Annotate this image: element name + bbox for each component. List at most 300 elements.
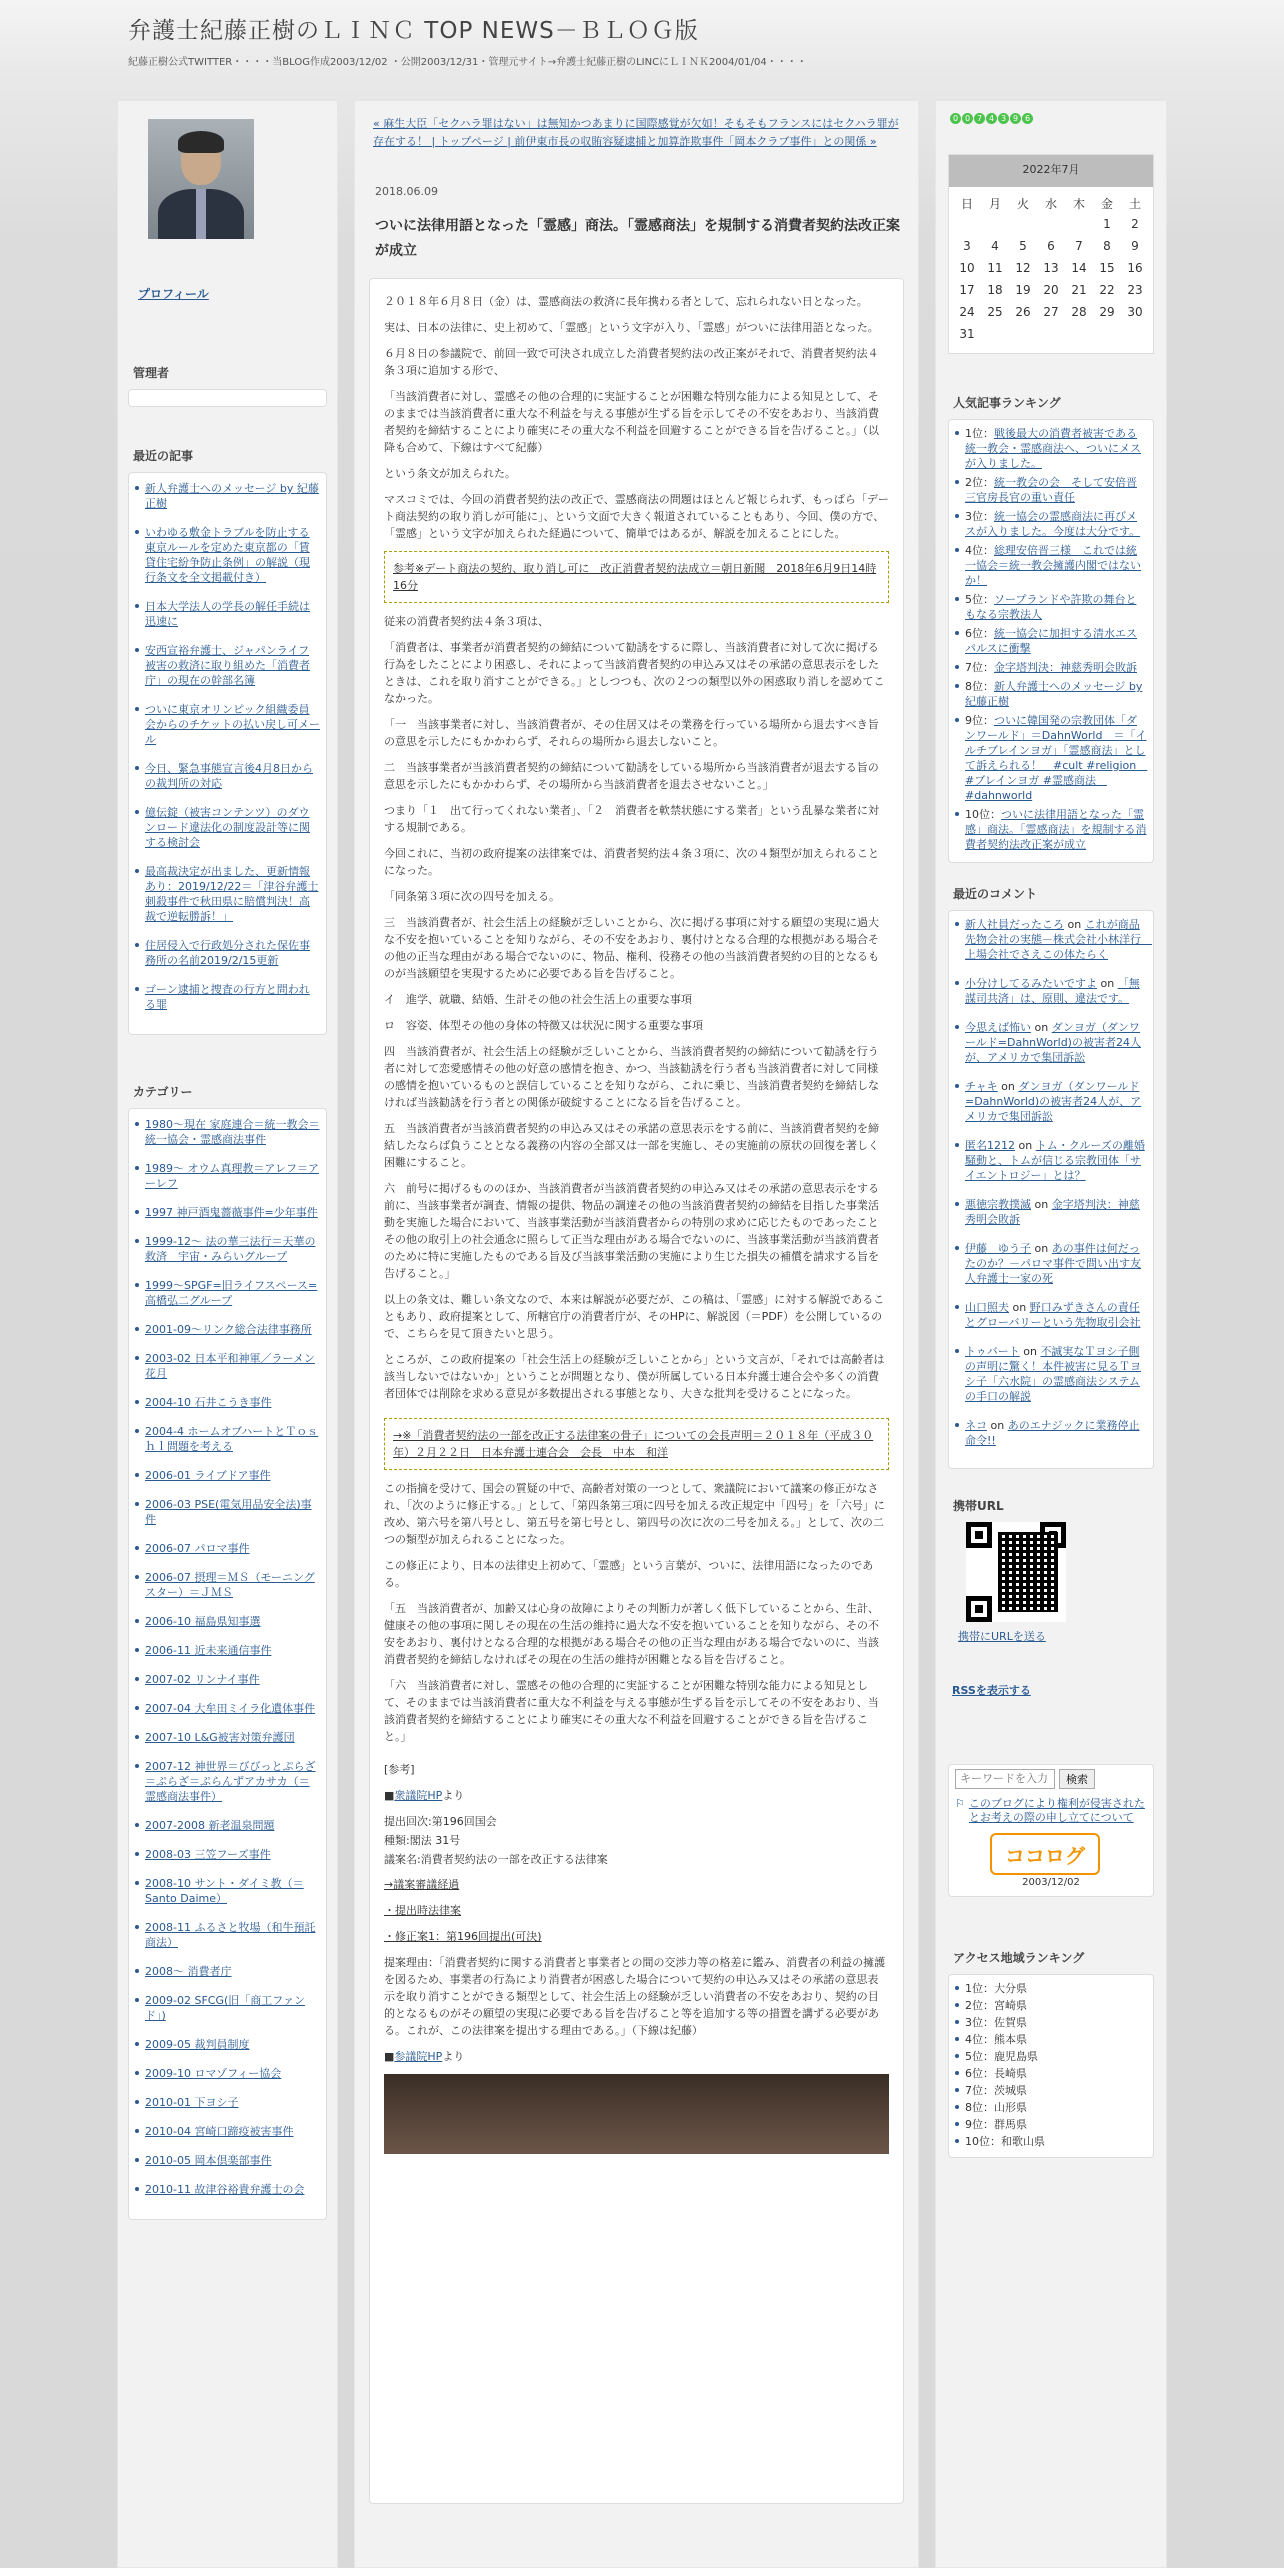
access-region-item: 6位：長崎県 — [955, 2066, 1147, 2081]
recent-post-item[interactable] — [135, 481, 320, 511]
recent-post-link[interactable]: ゴーン逮捕と捜査の行方と問われる罪 — [145, 983, 310, 1011]
search-input[interactable] — [955, 1769, 1055, 1789]
comment-on: on — [997, 1080, 1019, 1093]
comment-item — [955, 1079, 1147, 1124]
category-item[interactable] — [135, 2153, 320, 2168]
post-paragraph: 三 当該消費者が、社会生活上の経験が乏しいことから、次に掲げる事項に対する願望の実現に過大な不安を抱いていることを知りながら、その不安をあおり、裏付けとなる合理的な根拠がある場合その他の正当な理由がある場合でないのに、物品、権利、役務その他の当該消費者契約の目的となるものが当該願望を実現するために必要である旨を告げること。 — [384, 916, 879, 980]
post-paragraph: 「当該消費者に対し、霊感その他の合理的に実証することが困難な特別な能力による知見として、そのままでは当該消費者に重大な不利益を与える事態が生ずる旨を示してその不安をあおり、当該消費者契約を締結することにより確実にその重大な不利益を回避することができる旨を告げること。」（以降も合めて、下線はすべて紀藤） — [384, 390, 879, 454]
category-link[interactable]: 1999-12～ 法の華三法行＝天華の救済 宇宙・みらいグループ — [145, 1235, 316, 1263]
comment-post-link[interactable]: ダンヨガ（ダンワールド=DahnWorld)の被害者24人が、アメリカで集団訴訟 — [965, 1080, 1142, 1123]
comment-on: on — [987, 1419, 1008, 1432]
category-link[interactable]: 2004-4 ホームオブハートとＴｏｓｈｌ問題を考える — [145, 1425, 319, 1453]
comment-item — [955, 1418, 1147, 1448]
recent-post-item[interactable] — [135, 761, 320, 791]
asahi-link[interactable]: 参考※デート商法の契約、取り消し可に 改正消費者契約法成立＝朝日新聞 2018年6月9日14時16分 — [393, 562, 877, 592]
comment-item — [955, 976, 1147, 1006]
recent-post-item[interactable] — [135, 599, 320, 629]
blog-header — [128, 12, 1168, 68]
calendar-day: 10 — [959, 261, 975, 275]
post-title: ついに法律用語となった「霊感」商法。「霊感商法」を規制する消費者契約法改正案が成立 — [375, 218, 900, 259]
calendar-day — [1065, 217, 1093, 233]
reference-line: 種類:閣法 31号 — [384, 1834, 461, 1847]
category-link[interactable]: 2006-07 摂理＝ＭＳ（モーニングスター）＝ＪＭＳ — [145, 1571, 315, 1599]
popular-rank: 5位： — [965, 593, 994, 606]
category-link[interactable]: 2008-11 ふるさと牧場（和牛預託商法） — [145, 1921, 316, 1949]
category-item[interactable] — [135, 2066, 320, 2081]
comment-post-link[interactable]: 「無謀司共済」は、原則、違法です。 — [965, 977, 1140, 1005]
recent-posts-list — [129, 473, 326, 1034]
popular-rank: 3位： — [965, 510, 994, 523]
post-paragraph: 六 前号に掲げるもののほか、当該消費者が当該消費者契約の申込み又はその承諾の意思表示をする前に、当該事業者が調査、情報の提供、物品の調達その他の当該消費者契約の締結を目指した事業活動を実施した場合において、当該事業活動が当該消費者からの特別の求めに応じたものであったことその他の取引上の社会通念に照らして正当な理由がある場合でないのに、当該事業活動が当該消費者のために特に実施したものである旨及び当該事業活動の実施により生じた損失の補償を請求する旨を告げること。」 — [384, 1182, 879, 1280]
sangiin-link[interactable]: 参議院HP — [394, 2050, 443, 2063]
reference-link[interactable]: ・修正案1：第196回提出(可決) — [384, 1930, 542, 1943]
calendar-weekday: 水 — [1044, 197, 1057, 211]
category-item[interactable] — [135, 1847, 320, 1862]
calendar-day: 24 — [959, 305, 975, 319]
popular-rank: 2位： — [965, 476, 994, 489]
category-link[interactable]: 2006-01 ライブドア事件 — [145, 1469, 271, 1482]
popular-item — [955, 660, 1147, 675]
calendar-day — [981, 327, 1009, 343]
popular-rank: 6位： — [965, 627, 994, 640]
post-navigation[interactable]: « 麻生大臣「セクハラ罪はない」は無知かつあまりに国際感覚が欠如！そもそもフランスにはセクハラ罪が存在する！ | トップページ | 前伊東市長の収賄容疑逮捕と加算詐欺事件「岡本クラブ事件」との関係 » — [373, 117, 899, 148]
comments-heading: 最近のコメント — [953, 887, 1038, 901]
category-item[interactable] — [135, 1672, 320, 1687]
comment-author[interactable]: 山口照夫 — [965, 1301, 1009, 1314]
access-region-item: 5位：鹿児島県 — [955, 2049, 1147, 2064]
comment-on: on — [1015, 1139, 1036, 1152]
embedded-photo — [384, 2074, 889, 2154]
comment-author[interactable]: 匿名1212 — [965, 1139, 1015, 1152]
post-paragraph: 「一 当該事業者に対し、当該消費者が、その住居又はその業務を行っている場所から退去すべき旨の意思を示したにもかかわらず、それらの場所から退去しないこと。 — [384, 718, 879, 748]
send-url-link[interactable]: 携帯にURLを送る — [958, 1630, 1046, 1643]
category-link[interactable]: 2009-10 ロマゾフィー協会 — [145, 2067, 282, 2080]
category-item[interactable] — [135, 1424, 320, 1454]
category-link[interactable]: 2006-03 PSE(電気用品安全法)事件 — [145, 1498, 312, 1526]
counter-digit: 0 — [962, 113, 973, 124]
popular-rank: 10位： — [965, 808, 1001, 821]
category-link[interactable]: 2007-12 神世界＝びびっとぷらざ＝ぷらざ＝ぷらんずアカサカ（＝霊感商法事件） — [145, 1760, 316, 1803]
category-item[interactable] — [135, 1322, 320, 1337]
counter-digit: 7 — [974, 113, 985, 124]
calendar-day: 4 — [991, 239, 999, 253]
category-item[interactable] — [135, 1570, 320, 1600]
calendar-day: 8 — [1103, 239, 1111, 253]
comment-author[interactable]: 伊藤 ゆう子 — [965, 1242, 1031, 1255]
calendar-day: 27 — [1043, 305, 1059, 319]
category-link[interactable]: 2003-02 日本平和神軍／ラーメン花月 — [145, 1352, 315, 1380]
popular-rank: 1位： — [965, 427, 994, 440]
category-link[interactable]: 2010-11 故津谷裕貴弁護士の会 — [145, 2183, 305, 2196]
profile-link[interactable]: プロフィール — [138, 287, 209, 301]
category-link[interactable]: 2010-05 岡本倶楽部事件 — [145, 2154, 272, 2167]
comment-author[interactable]: トゥバート — [965, 1345, 1020, 1358]
post-paragraph: イ 進学、就職、結婚、生計その他の社会生活上の重要な事項 — [384, 993, 692, 1006]
calendar-day: 31 — [959, 327, 975, 341]
category-item[interactable] — [135, 2182, 320, 2197]
access-counter — [950, 113, 1154, 124]
reference-link[interactable]: ・提出時法律案 — [384, 1904, 461, 1917]
category-link[interactable]: 1980～現在 家庭連合＝統一教会＝統一協会・霊感商法事件 — [145, 1118, 320, 1146]
calendar-day: 20 — [1043, 283, 1059, 297]
post-paragraph: 四 当該消費者が、社会生活上の経験が乏しいことから、当該消費者契約の締結について勧誘を行う者に対して恋愛感情その他の好意の感情を抱き、かつ、当該勧誘を行う者も当該消費者に対して同様の感情を抱いているものと誤信していることを知りながら、これに乗じ、当該消費者契約を締結しなければ当該勧誘を行う者との関係が破綻することになる旨を告げること。 — [384, 1045, 879, 1109]
post-paragraph: ６月８日の参議院で、前回一致で可決され成立した消費者契約法の改正案がそれで、消費者契約法４条３項に追加する形で、 — [384, 347, 879, 377]
calendar-grid — [949, 187, 1153, 353]
recent-post-item[interactable] — [135, 864, 320, 924]
post-paragraph: 従来の消費者契約法４条３項は、 — [384, 615, 549, 628]
calendar-day: 15 — [1099, 261, 1115, 275]
comment-author[interactable]: 今思えば怖い — [965, 1021, 1031, 1034]
popular-item — [955, 509, 1147, 539]
post-paragraph: 「同条第３項に次の四号を加える。 — [384, 890, 560, 903]
comment-item — [955, 1197, 1147, 1227]
access-region-item: 2位：宮崎県 — [955, 1998, 1147, 2013]
recent-post-link[interactable]: 今日、緊急事態宣言後4月8日からの裁判所の対応 — [145, 762, 313, 790]
category-item[interactable] — [135, 1161, 320, 1191]
calendar-weekday: 月 — [988, 197, 1001, 211]
post-paragraph: 「消費者は、事業者が消費者契約の締結について勧誘をするに際し、当該消費者に対して次に掲げる行為をしたことにより困惑し、それによって当該消費者契約の申込み又はその承諾の意思表示をしたときは、これを取り消すことができる。」としつつも、次の２つの類型以外の困惑取り消しを認めてこなかった。 — [384, 641, 885, 705]
category-item[interactable] — [135, 1643, 320, 1658]
category-link[interactable]: 2004-10 石井こうき事件 — [145, 1396, 272, 1409]
calendar-day: 12 — [1015, 261, 1031, 275]
counter-digit: 3 — [998, 113, 1009, 124]
calendar-weekday: 土 — [1128, 197, 1141, 211]
category-link[interactable]: 2008～ 消費者庁 — [145, 1965, 232, 1978]
calendar-day: 14 — [1071, 261, 1087, 275]
calendar-day: 30 — [1127, 305, 1143, 319]
calendar-weekday: 木 — [1072, 197, 1085, 211]
comment-item — [955, 917, 1152, 962]
comment-item — [955, 1138, 1147, 1183]
access-region-item: 4位：熊本県 — [955, 2032, 1147, 2047]
access-region-item: 9位：群馬県 — [955, 2117, 1147, 2132]
search-button[interactable]: 検索 — [1059, 1769, 1095, 1789]
sangiin-line: ■参議院HPより — [384, 2050, 465, 2063]
popular-item — [955, 679, 1147, 709]
popular-list — [949, 420, 1153, 862]
calendar-day: 17 — [959, 283, 975, 297]
category-item[interactable] — [135, 1818, 320, 1833]
comment-author[interactable]: 新人社員だったころ — [965, 918, 1064, 931]
comment-post-link[interactable]: 不誠実なＴヨシ子側の声明に驚く！本件被害に見るＴヨシ子「六水院」の霊感商法システムの手口の解説 — [965, 1345, 1141, 1403]
popular-link[interactable]: ついに韓国発の宗教団体「ダンワールド」＝DahnWorld ＝「イルチブレインヨガ」「霊感商法」として訴えられる！ #cult #religion #ブレインヨガ #霊感商法 #dahnworld — [965, 714, 1148, 802]
popular-item — [955, 592, 1147, 622]
calendar-day: 13 — [1043, 261, 1059, 275]
calendar-weekday: 金 — [1100, 197, 1113, 211]
counter-digit: 6 — [1022, 113, 1033, 124]
post-paragraph: この指摘を受けて、国会の質疑の中で、高齢者対策の一つとして、衆議院において議案の修正がなされ、「次のように修正する。」として、「第四条第三項に四号を加える改正規定中「四号」を「六号」に改め、第六号を第八号とし、第五号を第七号とし、第四号の次に次の二号を加える。」として、次の二つの類型が加えられることになった。 — [384, 1482, 885, 1546]
profile-photo — [148, 119, 254, 239]
recent-post-item[interactable] — [135, 525, 320, 585]
popular-link[interactable]: 新人弁護士へのメッセージ by 紀藤正樹 — [965, 680, 1143, 708]
counter-digit: 0 — [950, 113, 961, 124]
category-link[interactable]: 2006-10 福島県知事選 — [145, 1615, 261, 1628]
category-link[interactable]: 2008-03 三笠フーズ事件 — [145, 1848, 271, 1861]
access-heading: アクセス地域ランキング — [953, 1951, 1085, 1965]
reference-heading: [参考] — [384, 1763, 415, 1776]
category-link[interactable]: 2007-10 L&G被害対策弁護団 — [145, 1731, 295, 1744]
reference-links — [384, 1876, 889, 1945]
post-paragraph: 以上の条文は、難しい条文なので、本来は解説が必要だが、この稿は、「霊感」に対する解説であることもあり、政府提案として、所轄官庁の消費者庁が、そのHPに、解説図（＝PDF）を公開しているので、こちらを見て頂きたいと思う。 — [384, 1293, 885, 1340]
category-list — [129, 1109, 326, 2219]
category-link[interactable]: 2010-01 下ヨシ子 — [145, 2096, 239, 2109]
category-item[interactable] — [135, 1541, 320, 1556]
admin-heading: 管理者 — [133, 366, 170, 380]
post-paragraph: 二 当該事業者が当該消費者契約の締結について勧誘をしている場所から当該消費者が退去する旨の意思を示したにもかかわらず、その場所から当該消費者を退去させないこと。」 — [384, 761, 879, 791]
blog-description: 紀藤正樹公式TWITTER・・・・当BLOG作成2003/12/02 ・公開2003/12/31・管理元サイト→弁護士紀藤正樹のLINCにＬＩＮＫ2004/01/04・・・・ — [128, 57, 807, 68]
post-paragraphs-2 — [384, 613, 889, 1402]
blog-title[interactable]: 弁護士紀藤正樹のＬＩＮＣ TOP NEWS－ＢＬＯＧ版 — [128, 18, 699, 44]
calendar-weekday: 日 — [960, 197, 973, 211]
comment-post-link[interactable]: 金字塔判決：神慈秀明会敗訴 — [965, 1198, 1140, 1226]
comment-author[interactable]: 小分けしてるみたいですよ — [965, 977, 1097, 990]
calendar-day: 26 — [1015, 305, 1031, 319]
recent-post-link[interactable]: 日本大学法人の学長の解任手続は迅速に — [145, 600, 310, 628]
post-body — [369, 278, 904, 2504]
category-link[interactable]: 2006-07 パロマ事件 — [145, 1542, 250, 1555]
comment-author[interactable]: ネコ — [965, 1419, 987, 1432]
qr-code — [966, 1522, 1066, 1622]
recent-post-item[interactable] — [135, 982, 320, 1012]
popular-box — [948, 419, 1154, 863]
category-link[interactable]: 1997 神戸酒鬼薔薇事件=少年事件 — [145, 1206, 318, 1219]
recent-post-item[interactable] — [135, 938, 320, 968]
reference-link[interactable]: →議案審議経過 — [384, 1878, 460, 1891]
recent-post-link[interactable]: 最高裁決定が出ました、更新情報あり：2019/12/22＝「津谷弁護士刺殺事件で秋田県に賠償判決！高裁で逆転勝訴！」 — [145, 865, 319, 923]
reference-quote-1 — [384, 551, 889, 603]
category-link[interactable]: 2007-2008 新老温泉問題 — [145, 1819, 275, 1832]
access-region-item: 7位：茨城県 — [955, 2083, 1147, 2098]
calendar-day — [1009, 217, 1037, 233]
access-region-item: 1位：大分県 — [955, 1981, 1147, 1996]
recent-post-link[interactable]: 新人弁護士へのメッセージ by 紀藤正樹 — [145, 482, 319, 510]
access-region-item: 3位：佐賀県 — [955, 2015, 1147, 2030]
popular-link[interactable]: 金字塔判決：神慈秀明会敗訴 — [994, 661, 1137, 674]
comment-item — [955, 1241, 1147, 1286]
right-sidebar — [935, 100, 1167, 2568]
post-paragraph: という条文が加えられた。 — [384, 467, 516, 480]
recent-post-link[interactable]: 住居侵入で行政処分された保佐事務所の名前2019/2/15更新 — [145, 939, 310, 967]
recent-post-link[interactable]: 億伝錠（被害コンテンツ）のダウンロード違法化の制度設計等に関する検討会 — [145, 806, 310, 849]
category-item[interactable] — [135, 1614, 320, 1629]
access-region-item: 10位：和歌山県 — [955, 2134, 1147, 2149]
comment-post-link[interactable]: 野口みずきさんの責任とグローバリーという先物取引会社 — [965, 1301, 1141, 1329]
popular-link[interactable]: 統一協会に加担する清水エスパルスに衝撃 — [965, 627, 1137, 655]
category-link[interactable]: 2007-04 大牟田ミイラ化遺体事件 — [145, 1702, 316, 1715]
comment-on: on — [1097, 977, 1118, 990]
category-item[interactable] — [135, 1730, 320, 1745]
calendar-day: 29 — [1099, 305, 1115, 319]
reference-lines — [384, 1813, 889, 1868]
rights-claim-link[interactable]: このブログにより権利が侵害されたとお考えの際の申し立てについて — [968, 1797, 1145, 1824]
category-item[interactable] — [135, 1278, 320, 1308]
shugiin-suffix: より — [442, 1789, 465, 1802]
comment-on: on — [1031, 1198, 1052, 1211]
calendar-day: 23 — [1127, 283, 1143, 297]
post-paragraph: つまり「１ 出て行ってくれない業者」、「２ 消費者を軟禁状態にする業者」という乱暴な業者に対する規制である。 — [384, 804, 879, 834]
category-item[interactable] — [135, 1964, 320, 1979]
post-paragraphs-3 — [384, 1480, 889, 1745]
category-link[interactable]: 2001-09～リンク総合法律事務所 — [145, 1323, 312, 1336]
shugiin-line: ■衆議院HPより — [384, 1789, 465, 1802]
post-paragraphs-1 — [384, 293, 889, 542]
popular-link[interactable]: 総理安倍晋三様 これでは統一協会＝統一教会擁護内閣ではないか！ — [965, 544, 1141, 587]
access-list — [949, 1975, 1153, 2157]
category-item[interactable] — [135, 1395, 320, 1410]
category-link[interactable]: 2009-05 裁判員制度 — [145, 2038, 250, 2051]
access-region-item: 8位：山形県 — [955, 2100, 1147, 2115]
popular-item — [955, 426, 1147, 471]
calendar-day — [1121, 327, 1149, 343]
post-paragraph: 「六 当該消費者に対し、霊感その他の合理的に実証することが困難な特別な能力による知見として、そのままでは当該消費者に重大な不利益を与える事態が生ずる旨を示してその不安をあおり、当該消費者契約を締結することにより確実にその重大な不利益を回避することができる旨を告げること。」 — [384, 1679, 879, 1743]
category-item[interactable] — [135, 1701, 320, 1716]
calendar-day: 5 — [1019, 239, 1027, 253]
calendar-day: 9 — [1131, 239, 1139, 253]
category-item[interactable] — [135, 1993, 320, 2023]
calendar-day: 21 — [1071, 283, 1087, 297]
reference-line: 提出回次:第196回国会 — [384, 1815, 497, 1828]
popular-heading: 人気記事ランキング — [953, 396, 1061, 410]
category-link[interactable]: 2009-02 SFCG(旧「商工ファンド」) — [145, 1994, 306, 2022]
cocolog-date: 2003/12/02 — [1022, 1877, 1080, 1888]
calendar-day: 3 — [963, 239, 971, 253]
category-item[interactable] — [135, 2124, 320, 2139]
post-paragraph: 五 当該消費者が当該消費者契約の申込み又はその承諾の意思表示をする前に、当該消費者契約を締結したならば負うこととなる義務の内容の全部又は一部を実施し、その実施前の原状の回復を著しく困難にすること。 — [384, 1122, 879, 1169]
access-box — [948, 1974, 1154, 2158]
category-item[interactable] — [135, 1497, 320, 1527]
calendar-day: 19 — [1015, 283, 1031, 297]
post-paragraph: 「五 当該消費者が、加齢又は心身の故障によりその判断力が著しく低下していることから、生計、健康その他の事項に関しその現在の生活の維持に過大な不安を抱いていることを知りながら、その不安をあおり、裏付けとなる合理的な根拠がある場合その他の正当な理由がある場合でないのに、当該消費者契約を締結しなければその現在の生活の維持が困難となる旨を告げること。 — [384, 1602, 879, 1666]
comment-author[interactable]: 悪徳宗教撲滅 — [965, 1198, 1031, 1211]
calendar-day: 18 — [987, 283, 1003, 297]
comment-on: on — [1009, 1301, 1030, 1314]
popular-link[interactable]: ソープランドや許欺の舞台ともなる宗教法人 — [965, 593, 1137, 621]
recent-post-item[interactable] — [135, 702, 320, 747]
popular-link[interactable]: 統一協会の霊感商法に再びメスが入りました。今度は大分です。 — [965, 510, 1141, 538]
comment-post-link[interactable]: あの事件は何だったのか？－パロマ事件で問い出す友人弁護士一家の死 — [965, 1242, 1141, 1285]
recent-post-link[interactable]: ついに東京オリンピック組織委員会からのチケットの払い戻し可メール — [145, 703, 321, 746]
recent-post-link[interactable]: 安西宣裕弁護士、ジャパンライフ被害の救済に取り組めた「消費者庁」の現在の幹部名簿 — [145, 644, 310, 687]
category-link[interactable]: 2010-04 宮崎口蹄疫被害事件 — [145, 2125, 294, 2138]
nichibenren-link[interactable]: →※「消費者契約法の一部を改正する法律案の骨子」についての会長声明＝２０１８年（平成３０年）２月２２日 日本弁護士連合会 会長 中本 和洋 — [393, 1429, 874, 1459]
popular-link[interactable]: ついに法律用語となった「霊感」商法。「霊感商法」を規制する消費者契約法改正案が成立 — [965, 808, 1147, 851]
calendar-day: 6 — [1047, 239, 1055, 253]
popular-item — [955, 626, 1147, 656]
category-link[interactable]: 1989～ オウム真理教＝アレフ＝アーレフ — [145, 1162, 319, 1190]
category-item[interactable] — [135, 1205, 320, 1220]
calendar-weekday: 火 — [1016, 197, 1029, 211]
category-box — [128, 1108, 327, 2220]
calendar-day — [1037, 327, 1065, 343]
calendar-day — [1065, 327, 1093, 343]
category-item[interactable] — [135, 1759, 320, 1804]
category-item[interactable] — [135, 1920, 320, 1950]
category-link[interactable]: 1999～SPGF=旧ライフスペース=高橋弘二グループ — [145, 1279, 318, 1307]
post-paragraph: ロ 容姿、体型その他の身体の特徴又は状況に関する重要な事項 — [384, 1019, 703, 1032]
popular-item — [955, 807, 1147, 852]
calendar-day: 2 — [1131, 217, 1139, 231]
rss-link[interactable]: RSSを表示する — [952, 1684, 1031, 1697]
popular-item — [955, 543, 1147, 588]
recent-posts-box — [128, 472, 327, 1035]
comment-post-link[interactable]: これが商品先物会社の実態－株式会社小林洋行 上場会社でさえこの体たらく — [965, 918, 1152, 961]
comment-on: on — [1064, 918, 1085, 931]
popular-rank: 9位： — [965, 714, 994, 727]
comment-author[interactable]: チャキ — [965, 1080, 998, 1093]
calendar-day — [953, 217, 981, 233]
shugiin-link[interactable]: 衆議院HP — [394, 1789, 443, 1802]
calendar-caption: 2022年7月 — [949, 155, 1153, 187]
comment-item — [955, 1344, 1147, 1404]
category-link[interactable]: 2006-11 近未来通信事件 — [145, 1644, 272, 1657]
search-box — [948, 1764, 1154, 1897]
category-heading: カテゴリー — [133, 1085, 193, 1099]
popular-link[interactable]: 統一教会の会 そして安倍晋三官房長官の重い責任 — [965, 476, 1137, 504]
calendar-day — [1093, 327, 1121, 343]
calendar-day: 11 — [987, 261, 1003, 275]
flag-icon: ⚐ — [955, 1797, 965, 1810]
calendar-day: 28 — [1071, 305, 1087, 319]
post-paragraph: 実は、日本の法律に、史上初めて、「霊感」という文字が入り、「霊感」がついに法律用語となった。 — [384, 321, 879, 334]
recent-post-link[interactable]: いわゆる敷金トラブルを防止する東京ルールを定めた東京都の「賃貸住宅紛争防止条例」の解説（現行条文を全文掲載付き） — [145, 526, 310, 584]
comment-post-link[interactable]: ダンヨガ（ダンワールド=DahnWorld)の被害者24人が、アメリカで集団訴訟 — [965, 1021, 1141, 1064]
category-item[interactable] — [135, 1468, 320, 1483]
recent-post-item[interactable] — [135, 643, 320, 688]
counter-digit: 9 — [1010, 113, 1021, 124]
comment-on: on — [1031, 1021, 1052, 1034]
left-sidebar — [117, 100, 338, 2568]
proposal-reason: 提案理由：「消費者契約に関する消費者と事業者との間の交渉力等の格差に鑑み、消費者の利益の擁護を図るため、事業者の行為により消費者が困惑した場合について契約の申込み又はその承諾の意思表示を取り消すことができる類型として、社会生活上の経験が乏しい消費者の不安をあおり、契約の目的となるものがその願望の実現に必要である旨を告げること等を追加する等の措置を講ずる必要がある。これが、この法律案を提出する理由である。」（下線は紀藤） — [384, 1956, 886, 2037]
calendar-day: 7 — [1075, 239, 1083, 253]
comment-post-link[interactable]: トム・クルーズの離婚騒動と、トムが信じる宗教団体「サイエントロジー」とは？ — [965, 1139, 1145, 1182]
comment-item — [955, 1300, 1147, 1330]
calendar-day — [1009, 327, 1037, 343]
post-paragraph: マスコミでは、今回の消費者契約法の改正で、霊感商法の問題はほとんど報じられず、もっぱら「デート商法契約の取り消しが可能に」、という文面で大きく報道されていることもあり、今回、僕の方で、「霊感」という文字が加えられた経過について、簡単ではあるが、解説を加えることにした。 — [384, 493, 889, 540]
comment-on: on — [1019, 1345, 1041, 1358]
cocolog-logo[interactable]: ココログ — [990, 1833, 1100, 1875]
post-paragraph: この修正により、日本の法律史上初めて、「霊感」という言葉が、ついに、法律用語になったのである。 — [384, 1559, 874, 1589]
comment-on: on — [1031, 1242, 1052, 1255]
category-link[interactable]: 2007-02 リンナイ事件 — [145, 1673, 260, 1686]
category-item[interactable] — [135, 1351, 320, 1381]
main-content — [354, 100, 919, 2568]
category-item[interactable] — [135, 1876, 320, 1906]
popular-rank: 4位： — [965, 544, 994, 557]
post-date: 2018.06.09 — [375, 185, 438, 198]
reference-line: 議案名:消費者契約法の一部を改正する法律案 — [384, 1853, 608, 1866]
calendar-day: 22 — [1099, 283, 1115, 297]
comments-box — [948, 910, 1154, 1469]
category-link[interactable]: 2008-10 サント・ダイミ教（＝Santo Daime） — [145, 1877, 304, 1905]
calendar-day — [1037, 217, 1065, 233]
calendar-day: 1 — [1103, 217, 1111, 231]
comment-post-link[interactable]: あのエナジックに業務停止命令!! — [965, 1419, 1140, 1447]
calendar-day: 16 — [1127, 261, 1143, 275]
post-paragraph: ところが、この政府提案の「社会生活上の経験が乏しいことから」という文言が、「それでは高齢者は該当しないではないか」ということが問題となり、僕が所属している日本弁護士連合会や多くの消費者団体では削除を求める意見が多数提出される事態となり、大きな批判を受けることになった。 — [384, 1353, 885, 1400]
calendar — [948, 154, 1154, 354]
category-item[interactable] — [135, 1117, 320, 1147]
category-item[interactable] — [135, 2095, 320, 2110]
popular-link[interactable]: 戦後最大の消費者被害である統一教会・霊感商法へ、ついにメスが入りました。 — [965, 427, 1141, 470]
recent-post-item[interactable] — [135, 805, 320, 850]
counter-digit: 4 — [986, 113, 997, 124]
recent-posts-heading: 最近の記事 — [133, 449, 194, 463]
category-item[interactable] — [135, 2037, 320, 2052]
calendar-day — [981, 217, 1009, 233]
mobile-heading: 携帯URL — [953, 1499, 1004, 1513]
category-item[interactable] — [135, 1234, 320, 1264]
sangiin-suffix: より — [442, 2050, 465, 2063]
